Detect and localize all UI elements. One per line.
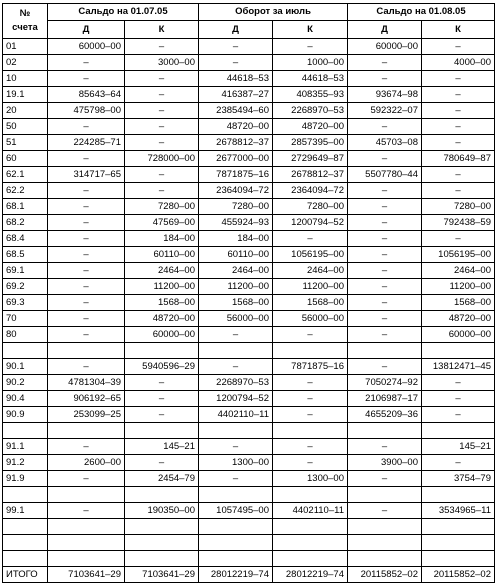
opening-credit-cell: 145–21	[125, 439, 199, 455]
table-row	[3, 71, 495, 87]
closing-debit-cell: –	[348, 183, 422, 199]
opening-debit-cell: 7103641–29	[48, 567, 125, 583]
turnover-debit-cell: 2677000–00	[199, 151, 273, 167]
opening-debit-cell: –	[48, 327, 125, 343]
opening-balance-header: Сальдо на 01.07.05	[48, 4, 199, 21]
table-row	[3, 487, 495, 503]
account-number-cell: 90.4	[3, 391, 48, 407]
opening-credit-cell	[125, 519, 199, 535]
account-number-cell: 90.1	[3, 359, 48, 375]
closing-debit-cell: 5507780–44	[348, 167, 422, 183]
opening-debit-cell: 4781304–39	[48, 375, 125, 391]
account-number-cell: 50	[3, 119, 48, 135]
closing-debit-cell: 7050274–92	[348, 375, 422, 391]
turnover-credit-cell	[273, 519, 348, 535]
turnover-credit-cell: –	[273, 39, 348, 55]
account-number-cell: 20	[3, 103, 48, 119]
opening-credit-cell	[125, 535, 199, 551]
closing-credit-cell: 3754–79	[422, 471, 495, 487]
account-number-cell: 02	[3, 55, 48, 71]
turnover-credit-cell: 11200–00	[273, 279, 348, 295]
closing-debit-cell: –	[348, 359, 422, 375]
opening-debit-cell: –	[48, 71, 125, 87]
closing-credit-cell: 145–21	[422, 439, 495, 455]
opening-credit-cell: 5940596–29	[125, 359, 199, 375]
turnover-debit-cell: 11200–00	[199, 279, 273, 295]
table-row	[3, 135, 495, 151]
account-number-cell: 68.5	[3, 247, 48, 263]
closing-debit-cell: –	[348, 199, 422, 215]
opening-debit-header: Д	[48, 21, 125, 39]
closing-debit-cell: –	[348, 263, 422, 279]
turnover-debit-cell: 48720–00	[199, 119, 273, 135]
turnover-credit-cell: –	[273, 391, 348, 407]
table-body	[3, 39, 495, 583]
opening-debit-cell	[48, 519, 125, 535]
opening-credit-cell	[125, 551, 199, 567]
closing-credit-cell: –	[422, 119, 495, 135]
table-row	[3, 535, 495, 551]
table-row	[3, 87, 495, 103]
opening-debit-cell: 906192–65	[48, 391, 125, 407]
opening-debit-cell: –	[48, 231, 125, 247]
opening-credit-header: К	[125, 21, 199, 39]
account-number-cell: 68.4	[3, 231, 48, 247]
turnover-credit-cell: –	[273, 231, 348, 247]
closing-credit-cell: 4000–00	[422, 55, 495, 71]
turnover-credit-cell: 2268970–53	[273, 103, 348, 119]
closing-credit-cell: –	[422, 375, 495, 391]
table-row	[3, 263, 495, 279]
account-number-cell	[3, 423, 48, 439]
opening-credit-cell: –	[125, 183, 199, 199]
table-row	[3, 359, 495, 375]
closing-credit-cell: 792438–59	[422, 215, 495, 231]
turnover-credit-cell: 2729649–87	[273, 151, 348, 167]
table-row	[3, 103, 495, 119]
account-number-cell: 10	[3, 71, 48, 87]
closing-debit-cell: 3900–00	[348, 455, 422, 471]
closing-credit-cell	[422, 343, 495, 359]
closing-debit-cell: –	[348, 439, 422, 455]
closing-balance-header: Сальдо на 01.08.05	[348, 4, 495, 21]
opening-debit-cell: –	[48, 471, 125, 487]
account-number-cell: 68.1	[3, 199, 48, 215]
opening-debit-cell: 475798–00	[48, 103, 125, 119]
opening-debit-cell: –	[48, 503, 125, 519]
table-row	[3, 167, 495, 183]
closing-credit-cell: –	[422, 71, 495, 87]
turnover-debit-cell	[199, 343, 273, 359]
account-number-cell: 68.2	[3, 215, 48, 231]
closing-credit-cell: 13812471–45	[422, 359, 495, 375]
opening-credit-cell: 2464–00	[125, 263, 199, 279]
table-row	[3, 183, 495, 199]
opening-credit-cell: 7103641–29	[125, 567, 199, 583]
opening-credit-cell: –	[125, 375, 199, 391]
opening-credit-cell: –	[125, 135, 199, 151]
closing-debit-cell	[348, 423, 422, 439]
closing-debit-cell: –	[348, 55, 422, 71]
closing-debit-cell	[348, 535, 422, 551]
closing-credit-cell: –	[422, 183, 495, 199]
closing-credit-cell	[422, 519, 495, 535]
closing-debit-cell: 20115852–02	[348, 567, 422, 583]
opening-credit-cell	[125, 423, 199, 439]
closing-debit-cell: 45703–08	[348, 135, 422, 151]
opening-credit-cell: –	[125, 87, 199, 103]
opening-debit-cell: –	[48, 295, 125, 311]
table-row	[3, 391, 495, 407]
table-row	[3, 247, 495, 263]
opening-debit-cell: 224285–71	[48, 135, 125, 151]
opening-debit-cell: –	[48, 279, 125, 295]
opening-credit-cell: 60000–00	[125, 327, 199, 343]
account-number-cell	[3, 343, 48, 359]
turnover-debit-cell: 455924–93	[199, 215, 273, 231]
turnover-debit-cell	[199, 487, 273, 503]
turnover-credit-cell: 28012219–74	[273, 567, 348, 583]
turnover-debit-cell: 1568–00	[199, 295, 273, 311]
closing-credit-cell: 7280–00	[422, 199, 495, 215]
closing-credit-cell: 1056195–00	[422, 247, 495, 263]
table-row	[3, 567, 495, 583]
turnover-credit-cell	[273, 487, 348, 503]
turnover-credit-cell: –	[273, 375, 348, 391]
turnover-debit-cell: 1300–00	[199, 455, 273, 471]
turnover-credit-cell: 7871875–16	[273, 359, 348, 375]
table-header	[3, 4, 495, 39]
account-number-cell: 51	[3, 135, 48, 151]
closing-debit-cell: –	[348, 247, 422, 263]
opening-credit-cell: –	[125, 39, 199, 55]
closing-credit-cell: 48720–00	[422, 311, 495, 327]
turnover-credit-cell: 408355–93	[273, 87, 348, 103]
turnover-credit-cell: 2464–00	[273, 263, 348, 279]
opening-debit-cell: –	[48, 263, 125, 279]
closing-credit-cell	[422, 551, 495, 567]
turnover-debit-cell: 2364094–72	[199, 183, 273, 199]
turnover-credit-cell: 48720–00	[273, 119, 348, 135]
closing-debit-cell: –	[348, 279, 422, 295]
opening-credit-cell: 3000–00	[125, 55, 199, 71]
account-number-cell	[3, 487, 48, 503]
closing-debit-cell	[348, 343, 422, 359]
turnover-debit-cell: 2268970–53	[199, 375, 273, 391]
closing-debit-cell: –	[348, 231, 422, 247]
turnover-credit-cell: 56000–00	[273, 311, 348, 327]
table-row	[3, 327, 495, 343]
turnover-credit-cell: 4402110–11	[273, 503, 348, 519]
opening-credit-cell: 47569–00	[125, 215, 199, 231]
account-number-cell: 62.2	[3, 183, 48, 199]
turnover-credit-cell	[273, 423, 348, 439]
closing-credit-cell: –	[422, 135, 495, 151]
opening-debit-cell: 314717–65	[48, 167, 125, 183]
turnover-debit-cell	[199, 423, 273, 439]
opening-credit-cell: –	[125, 391, 199, 407]
turnover-credit-cell: 1568–00	[273, 295, 348, 311]
table-row	[3, 55, 495, 71]
opening-debit-cell: –	[48, 359, 125, 375]
turnover-credit-cell: 1056195–00	[273, 247, 348, 263]
closing-debit-cell: 2106987–17	[348, 391, 422, 407]
closing-credit-cell: –	[422, 231, 495, 247]
turnover-debit-cell: 7280–00	[199, 199, 273, 215]
turnover-credit-cell: –	[273, 407, 348, 423]
turnover-credit-cell	[273, 551, 348, 567]
table-row	[3, 215, 495, 231]
turnover-debit-cell: –	[199, 359, 273, 375]
closing-debit-cell: 60000–00	[348, 39, 422, 55]
turnover-debit-header: Д	[199, 21, 273, 39]
turnover-credit-cell: 2678812–37	[273, 167, 348, 183]
turnover-credit-cell: 1300–00	[273, 471, 348, 487]
closing-credit-cell: –	[422, 103, 495, 119]
opening-debit-cell	[48, 487, 125, 503]
closing-credit-header: К	[422, 21, 495, 39]
closing-debit-cell	[348, 519, 422, 535]
turnover-debit-cell: 2385494–60	[199, 103, 273, 119]
turnover-credit-cell: 2364094–72	[273, 183, 348, 199]
closing-credit-cell: 11200–00	[422, 279, 495, 295]
table-row	[3, 231, 495, 247]
account-number-cell: 69.3	[3, 295, 48, 311]
account-number-header	[3, 4, 48, 39]
closing-debit-cell	[348, 487, 422, 503]
opening-credit-cell: 11200–00	[125, 279, 199, 295]
closing-debit-cell: 93674–98	[348, 87, 422, 103]
table-row	[3, 151, 495, 167]
account-number-cell: 90.9	[3, 407, 48, 423]
turnover-debit-cell	[199, 535, 273, 551]
closing-credit-cell	[422, 535, 495, 551]
turnover-debit-cell: –	[199, 439, 273, 455]
closing-debit-cell: –	[348, 327, 422, 343]
opening-credit-cell	[125, 343, 199, 359]
turnover-credit-header: К	[273, 21, 348, 39]
opening-debit-cell: –	[48, 199, 125, 215]
opening-credit-cell: –	[125, 455, 199, 471]
opening-debit-cell	[48, 423, 125, 439]
closing-debit-cell: –	[348, 119, 422, 135]
closing-debit-cell: –	[348, 295, 422, 311]
closing-debit-cell: 4655209–36	[348, 407, 422, 423]
opening-credit-cell: 184–00	[125, 231, 199, 247]
table-row	[3, 39, 495, 55]
account-number-cell: 91.1	[3, 439, 48, 455]
closing-debit-cell: –	[348, 503, 422, 519]
closing-credit-cell: –	[422, 87, 495, 103]
turnover-credit-cell	[273, 343, 348, 359]
closing-credit-cell: –	[422, 167, 495, 183]
opening-debit-cell: 60000–00	[48, 39, 125, 55]
opening-debit-cell: –	[48, 119, 125, 135]
table-row	[3, 423, 495, 439]
opening-credit-cell: –	[125, 167, 199, 183]
turnover-debit-cell: 2678812–37	[199, 135, 273, 151]
closing-credit-cell: 20115852–02	[422, 567, 495, 583]
turnover-credit-cell: 1200794–52	[273, 215, 348, 231]
turnover-debit-cell	[199, 551, 273, 567]
opening-debit-cell: –	[48, 55, 125, 71]
turnover-debit-cell: 60110–00	[199, 247, 273, 263]
closing-credit-cell: 60000–00	[422, 327, 495, 343]
turnover-credit-cell: 7280–00	[273, 199, 348, 215]
table-row	[3, 311, 495, 327]
turnover-debit-cell: –	[199, 39, 273, 55]
turnover-credit-cell: –	[273, 327, 348, 343]
account-number-cell: 69.1	[3, 263, 48, 279]
closing-debit-header: Д	[348, 21, 422, 39]
opening-debit-cell: –	[48, 247, 125, 263]
opening-debit-cell: 2600–00	[48, 455, 125, 471]
table-row	[3, 439, 495, 455]
opening-credit-cell: 1568–00	[125, 295, 199, 311]
account-number-cell	[3, 519, 48, 535]
account-number-cell: 69.2	[3, 279, 48, 295]
closing-debit-cell: –	[348, 471, 422, 487]
turnover-debit-cell: 2464–00	[199, 263, 273, 279]
table-row	[3, 199, 495, 215]
turnover-debit-cell: 28012219–74	[199, 567, 273, 583]
turnover-header: Оборот за июль	[199, 4, 348, 21]
opening-debit-cell: –	[48, 439, 125, 455]
opening-debit-cell: 85643–64	[48, 87, 125, 103]
table-row	[3, 295, 495, 311]
closing-credit-cell: 3534965–11	[422, 503, 495, 519]
turnover-debit-cell: –	[199, 471, 273, 487]
turnover-debit-cell: 44618–53	[199, 71, 273, 87]
account-number-cell: 70	[3, 311, 48, 327]
turnover-debit-cell: –	[199, 327, 273, 343]
opening-debit-cell: –	[48, 311, 125, 327]
closing-credit-cell	[422, 423, 495, 439]
closing-credit-cell: –	[422, 39, 495, 55]
turnover-credit-cell: –	[273, 455, 348, 471]
opening-debit-cell: –	[48, 151, 125, 167]
closing-debit-cell: 592322–07	[348, 103, 422, 119]
table-row	[3, 551, 495, 567]
opening-credit-cell: –	[125, 119, 199, 135]
table-row	[3, 279, 495, 295]
table-row	[3, 375, 495, 391]
opening-credit-cell: 60110–00	[125, 247, 199, 263]
opening-credit-cell: 7280–00	[125, 199, 199, 215]
opening-debit-cell	[48, 535, 125, 551]
opening-credit-cell: 48720–00	[125, 311, 199, 327]
turnover-credit-cell: 44618–53	[273, 71, 348, 87]
table-row	[3, 455, 495, 471]
opening-credit-cell: –	[125, 103, 199, 119]
account-number-cell: 60	[3, 151, 48, 167]
turnover-debit-cell: 1057495–00	[199, 503, 273, 519]
opening-debit-cell: 253099–25	[48, 407, 125, 423]
turnover-credit-cell: –	[273, 439, 348, 455]
turnover-debit-cell	[199, 519, 273, 535]
closing-debit-cell: –	[348, 311, 422, 327]
account-number-cell: 62.1	[3, 167, 48, 183]
table-row	[3, 343, 495, 359]
opening-debit-cell: –	[48, 215, 125, 231]
account-number-cell	[3, 551, 48, 567]
table-row	[3, 407, 495, 423]
opening-credit-cell: –	[125, 407, 199, 423]
turnover-debit-cell: 4402110–11	[199, 407, 273, 423]
opening-debit-cell	[48, 551, 125, 567]
turnover-debit-cell: 1200794–52	[199, 391, 273, 407]
turnover-debit-cell: –	[199, 55, 273, 71]
account-number-header-bottom: счета	[12, 22, 38, 33]
account-number-cell: 90.2	[3, 375, 48, 391]
opening-credit-cell: 2454–79	[125, 471, 199, 487]
turnover-credit-cell	[273, 535, 348, 551]
closing-credit-cell: –	[422, 455, 495, 471]
closing-debit-cell	[348, 551, 422, 567]
closing-credit-cell: 1568–00	[422, 295, 495, 311]
closing-credit-cell: –	[422, 407, 495, 423]
closing-credit-cell	[422, 487, 495, 503]
closing-debit-cell: –	[348, 151, 422, 167]
account-number-cell: ИТОГО	[3, 567, 48, 583]
opening-credit-cell: –	[125, 71, 199, 87]
table-row	[3, 503, 495, 519]
table-row	[3, 471, 495, 487]
account-number-cell: 91.2	[3, 455, 48, 471]
account-number-cell: 99.1	[3, 503, 48, 519]
opening-debit-cell: –	[48, 183, 125, 199]
closing-credit-cell: 780649–87	[422, 151, 495, 167]
account-number-cell: 80	[3, 327, 48, 343]
opening-credit-cell	[125, 487, 199, 503]
opening-debit-cell	[48, 343, 125, 359]
turnover-debit-cell: 184–00	[199, 231, 273, 247]
account-number-cell	[3, 535, 48, 551]
table-row	[3, 519, 495, 535]
closing-credit-cell: 2464–00	[422, 263, 495, 279]
turnover-debit-cell: 7871875–16	[199, 167, 273, 183]
account-number-cell: 01	[3, 39, 48, 55]
table-row	[3, 119, 495, 135]
turnover-debit-cell: 56000–00	[199, 311, 273, 327]
closing-credit-cell: –	[422, 391, 495, 407]
turnover-debit-cell: 416387–27	[199, 87, 273, 103]
account-number-header-top: №	[19, 8, 31, 19]
turnover-credit-cell: 1000–00	[273, 55, 348, 71]
turnover-credit-cell: 2857395–00	[273, 135, 348, 151]
closing-debit-cell: –	[348, 71, 422, 87]
trial-balance-table	[2, 3, 495, 583]
account-number-cell: 91.9	[3, 471, 48, 487]
account-number-cell: 19.1	[3, 87, 48, 103]
opening-credit-cell: 190350–00	[125, 503, 199, 519]
closing-debit-cell: –	[348, 215, 422, 231]
opening-credit-cell: 728000–00	[125, 151, 199, 167]
